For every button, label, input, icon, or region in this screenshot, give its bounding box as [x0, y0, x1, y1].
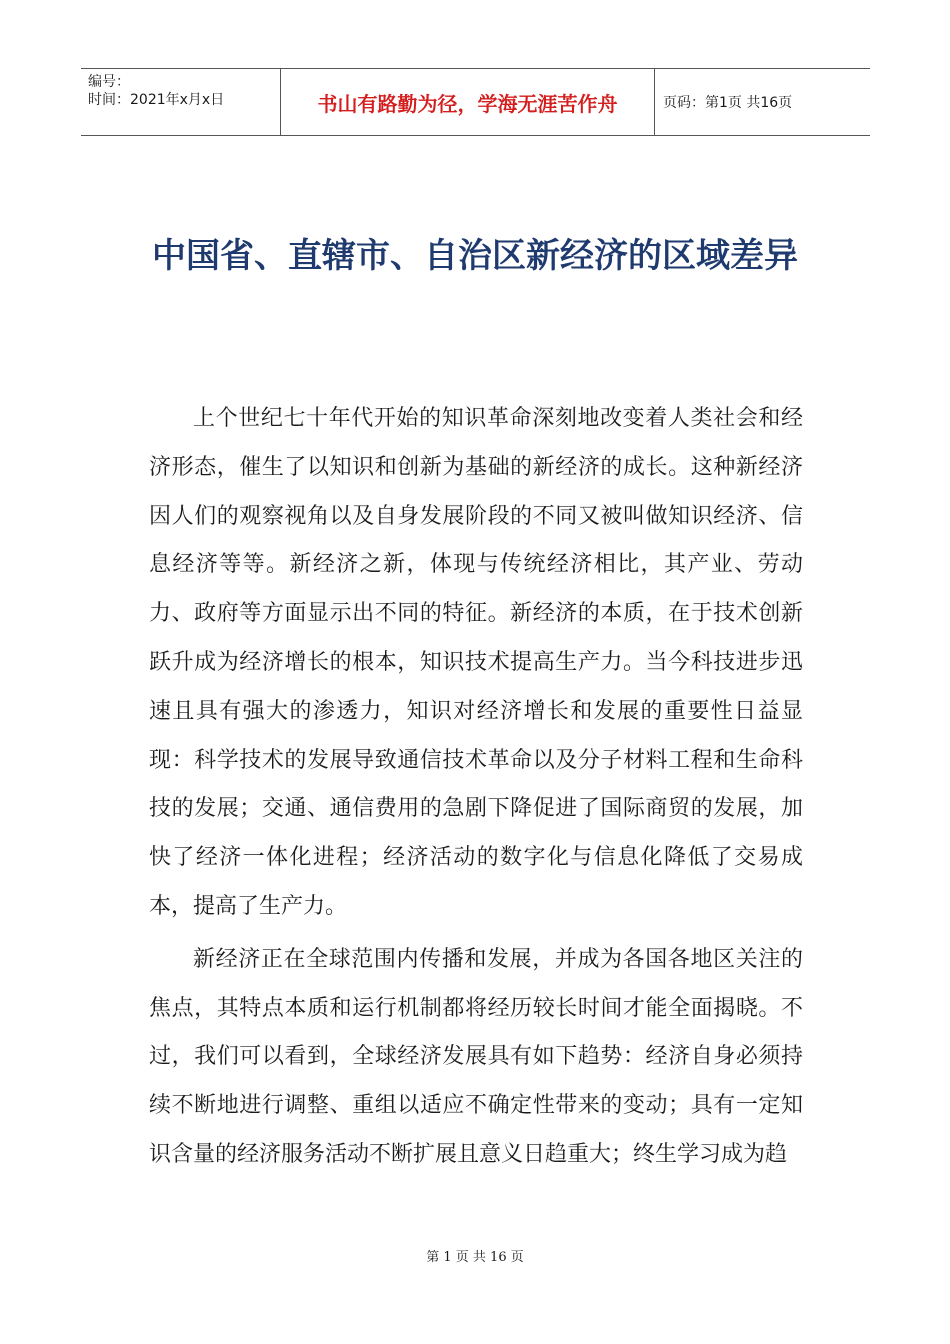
document-number-label: 编号：: [88, 74, 130, 90]
header-motto-cell: [281, 69, 655, 135]
header-motto: 书山有路勤为径，学海无涯苦作舟: [317, 91, 618, 116]
body-paragraph: 上个世纪七十年代开始的知识革命深刻地改变着人类社会和经济形态，催生了以知识和创新为基础的新经济的成长。这种新经济因人们的观察视角以及自身发展阶段的不同又被叫做知识经济、信息经济等等。新经济之新，体现与传统经济相比，其产业、劳动力、政府等方面显示出不同的特征。新经济的本质，在于技术创新跃升成为经济增长的根本，知识技术提高生产力。当今科技进步迅速且具有强大的渗透力，知识对经济增长和发展的重要性日益显现：科学技术的发展导致通信技术革命以及分子材料工程和生命科技的发展；交通、通信费用的急剧下降促进了国际商贸的发展，加快了经济一体化进程；经济活动的数字化与信息化降低了交易成本，提高了生产力。: [149, 406, 803, 919]
header-table: [81, 68, 870, 136]
document-time-label: 时间：2021年x月x日: [88, 92, 225, 108]
header-page-cell: [655, 69, 870, 135]
document-title: 中国省、直辖市、自治区新经济的区域差异: [152, 236, 798, 276]
header-meta-cell: [81, 69, 281, 135]
body-paragraph: 新经济正在全球范围内传播和发展，并成为各国各地区关注的焦点，其特点本质和运行机制都将经历较长时间才能全面揭晓。不过，我们可以看到，全球经济发展具有如下趋势：经济自身必须持续不断地进行调整、重组以适应不确定性带来的变动；具有一定知识含量的经济服务活动不断扩展且意义日趋重大；终生学习成为趋: [149, 946, 803, 1167]
document-body: [149, 395, 803, 1184]
header-page-info: 页码：第1页 共16页: [663, 95, 793, 111]
page-footer: 第 1 页 共 16 页: [426, 1250, 524, 1265]
